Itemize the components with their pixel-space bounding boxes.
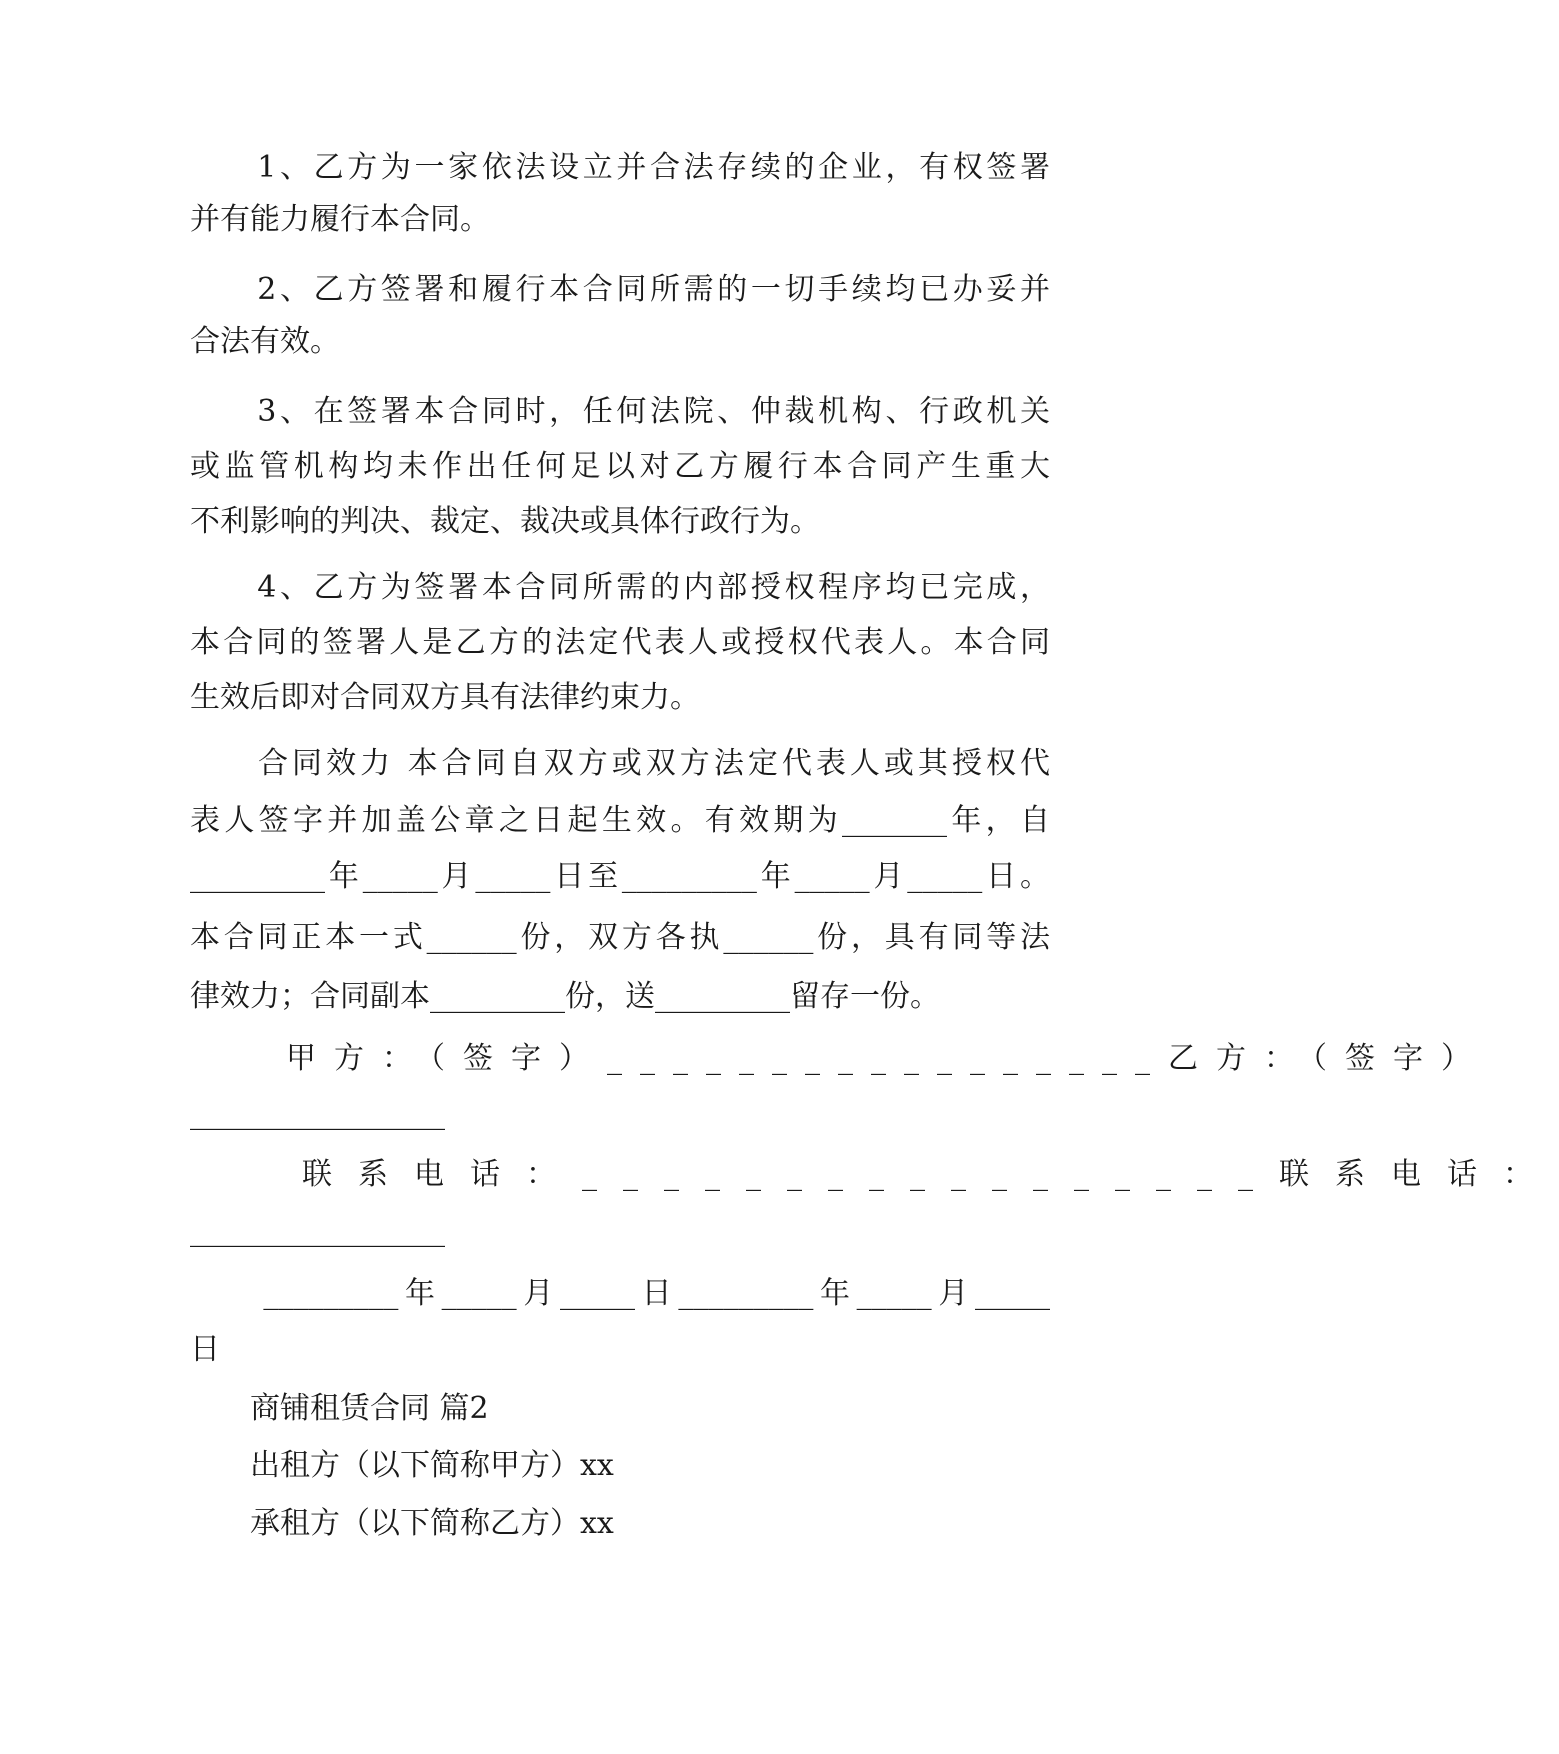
text-line: 本合同正本一式______份，双方各执______份，具有同等法 — [190, 920, 1050, 955]
signature-line-party-a-b: 甲方：（签字）_________________乙方：（签字） — [190, 1041, 1489, 1076]
contact-phone-blank: _________________ — [190, 1213, 445, 1248]
text-line: 3、在签署本合同时，任何法院、仲裁机构、行政机关 — [190, 394, 1050, 429]
text-line: 或监管机构均未作出任何足以对乙方履行本合同产生重大 — [190, 449, 1050, 484]
text-line: 律效力；合同副本_________份，送_________留存一份。 — [190, 979, 940, 1014]
text-line: 并有能力履行本合同。 — [190, 202, 490, 237]
signature-blank: _________________ — [190, 1096, 445, 1131]
text-line: 4、乙方为签署本合同所需的内部授权程序均已完成， — [190, 570, 1050, 605]
text-line: 日 — [190, 1332, 220, 1367]
text-line: 表人签字并加盖公章之日起生效。有效期为_______年，自 — [190, 803, 1050, 838]
text-line: 本合同的签署人是乙方的法定代表人或授权代表人。本合同 — [190, 625, 1050, 660]
text-line: 2、乙方签署和履行本合同所需的一切手续均已办妥并 — [190, 272, 1050, 307]
contact-phone-line: 联系电话：_________________联系电话： — [190, 1157, 1559, 1192]
lessor-line: 出租方（以下简称甲方）xx — [190, 1448, 614, 1483]
text-line: 合同效力 本合同自双方或双方法定代表人或其授权代 — [190, 746, 1050, 781]
text-line: 生效后即对合同双方具有法律约束力。 — [190, 680, 700, 715]
text-line: 合法有效。 — [190, 324, 340, 359]
section-title: 商铺租赁合同 篇2 — [190, 1391, 489, 1426]
text-line: 不利影响的判决、裁定、裁决或具体行政行为。 — [190, 504, 820, 539]
date-line: _________年_____月_____日_________年_____月_____ — [190, 1276, 1050, 1311]
text-line: _________年_____月_____日至_________年_____月_____日。 — [190, 859, 1050, 894]
lessee-line: 承租方（以下简称乙方）xx — [190, 1506, 614, 1541]
text-line: 1、乙方为一家依法设立并合法存续的企业，有权签署 — [190, 150, 1050, 185]
